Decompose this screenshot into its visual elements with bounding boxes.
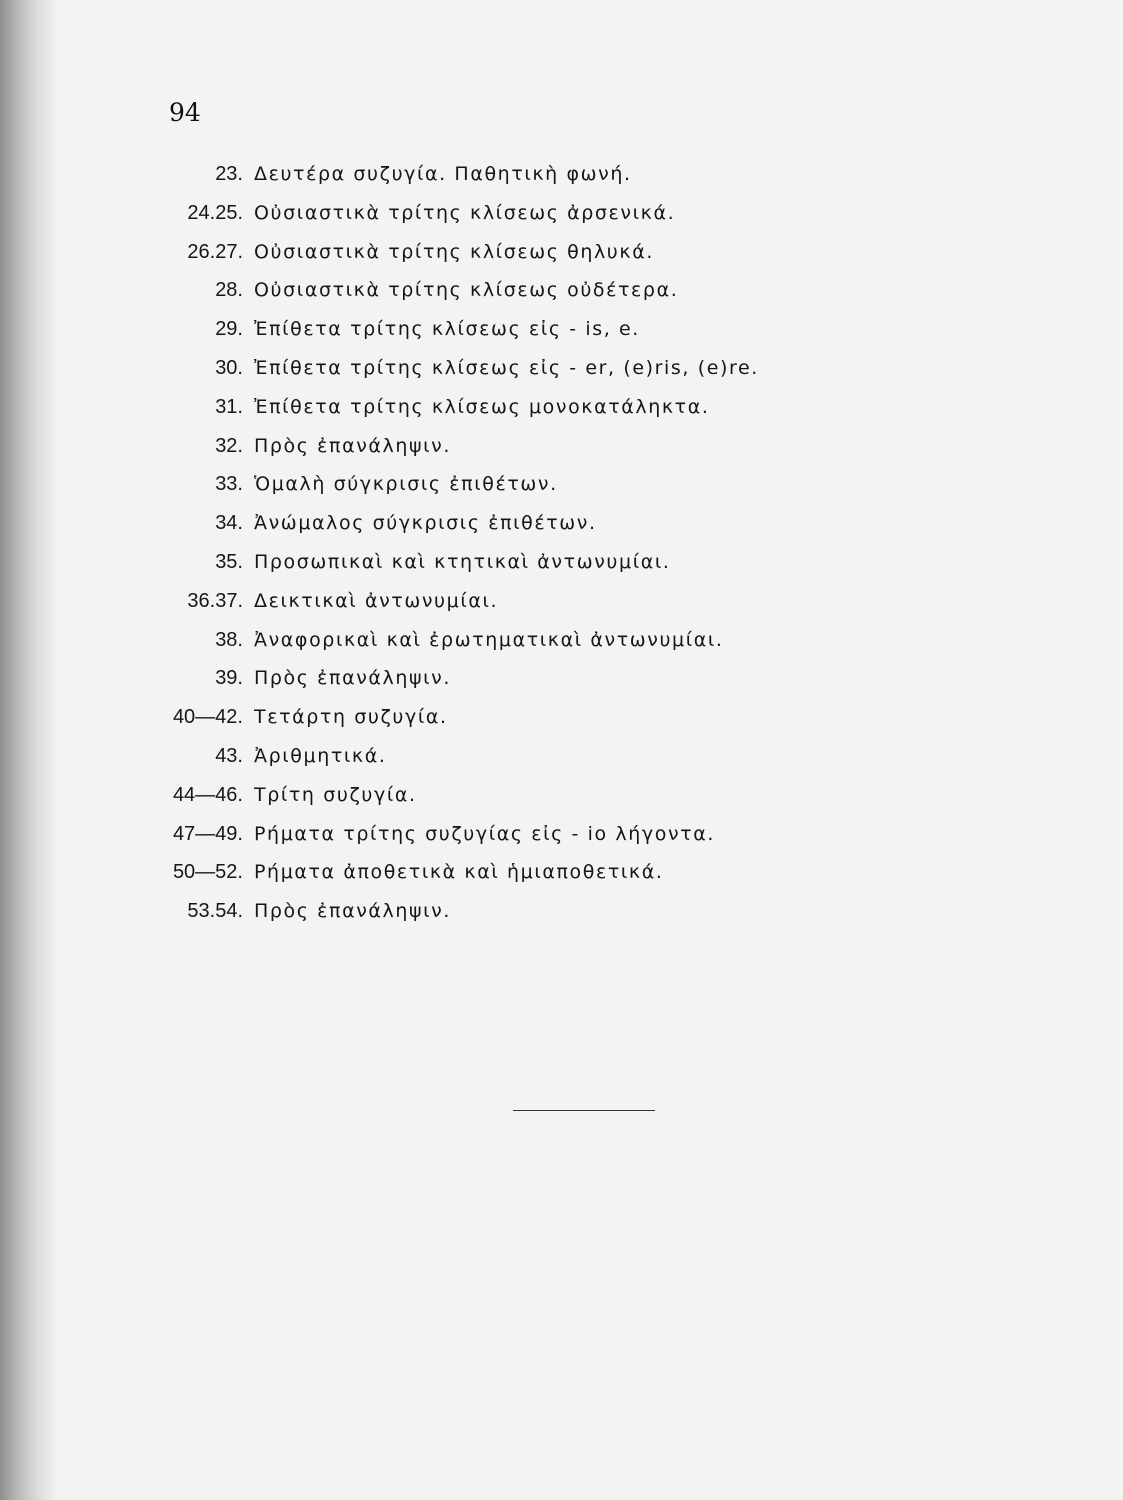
toc-entry xyxy=(0,271,1123,309)
toc-entry-number: 26.27. xyxy=(187,241,243,263)
toc-entry-title: Δευτέρα συζυγία. Παθητικὴ φωνή. xyxy=(254,163,632,185)
toc-entry-number: 34. xyxy=(215,512,243,534)
toc-entry-number: 53.54. xyxy=(187,900,243,922)
toc-entry-number: 30. xyxy=(215,357,243,379)
toc-entry xyxy=(0,737,1123,775)
toc-entry xyxy=(0,582,1123,620)
toc-entry-number: 47—49. xyxy=(172,823,243,845)
toc-entry-title: Ἀνώμαλος σύγκρισις ἐπιθέτων. xyxy=(254,512,597,534)
toc-entry-title: Τετάρτη συζυγία. xyxy=(254,706,448,728)
toc-entry-number: 33. xyxy=(215,473,243,495)
toc-entry xyxy=(0,659,1123,697)
toc-entry xyxy=(0,892,1123,930)
toc-entry-number: 31. xyxy=(215,396,243,418)
toc-entry-number: 44—46. xyxy=(172,784,243,806)
toc-entry-title: Οὐσιαστικὰ τρίτης κλίσεως ἀρσενικά. xyxy=(254,202,676,224)
toc-entry-title: Ὁμαλὴ σύγκρισις ἐπιθέτων. xyxy=(254,473,558,495)
toc-entry xyxy=(0,233,1123,271)
toc-entry-title: Πρὸς ἐπανάληψιν. xyxy=(254,667,452,689)
toc-entry-title: Πρὸς ἐπανάληψιν. xyxy=(254,900,452,922)
toc-entry xyxy=(0,310,1123,348)
toc-entry-number: 29. xyxy=(215,318,243,340)
toc-entry-title: Οὐσιαστικὰ τρίτης κλίσεως θηλυκά. xyxy=(254,241,654,263)
toc-entry-title: Ἐπίθετα τρίτης κλίσεως μονοκατάληκτα. xyxy=(254,396,710,418)
toc-entry-title: Ρήματα τρίτης συζυγίας εἰς - io λήγοντα. xyxy=(254,823,715,845)
toc-entry xyxy=(0,776,1123,814)
toc-entry xyxy=(0,194,1123,232)
toc-entry xyxy=(0,543,1123,581)
toc-entry-title: Ἀριθμητικά. xyxy=(254,745,387,767)
toc-entry xyxy=(0,504,1123,542)
toc-entry-title: Ἐπίθετα τρίτης κλίσεως εἰς - er, (e)ris, (e)re. xyxy=(254,357,759,379)
toc-entry-number: 39. xyxy=(215,667,243,689)
toc-entry-number: 35. xyxy=(215,551,243,573)
toc-entry xyxy=(0,388,1123,426)
toc-entry-number: 36.37. xyxy=(187,590,243,612)
toc-entry-title: Πρὸς ἐπανάληψιν. xyxy=(254,435,452,457)
end-rule xyxy=(513,1110,655,1111)
toc-entry xyxy=(0,427,1123,465)
toc-entry-number: 28. xyxy=(215,279,243,301)
toc-entry-number: 43. xyxy=(215,745,243,767)
toc-entry-title: Ἐπίθετα τρίτης κλίσεως εἰς - is, e. xyxy=(254,318,640,340)
toc-entry-title: Τρίτη συζυγία. xyxy=(254,784,417,806)
toc-entry xyxy=(0,465,1123,503)
toc-entry xyxy=(0,621,1123,659)
toc-entry-title: Οὐσιαστικὰ τρίτης κλίσεως οὐδέτερα. xyxy=(254,279,679,301)
toc-entry xyxy=(0,349,1123,387)
toc-entry-number: 40—42. xyxy=(172,706,243,728)
toc-entry-number: 23. xyxy=(215,163,243,185)
toc-entry-title: Ρήματα ἀποθετικὰ καὶ ἡμιαποθετικά. xyxy=(254,861,664,883)
toc-entry-title: Προσωπικαὶ καὶ κτητικαὶ ἀντωνυμίαι. xyxy=(254,551,671,573)
toc-entry-title: Δεικτικαὶ ἀντωνυμίαι. xyxy=(254,590,499,612)
toc-entry xyxy=(0,815,1123,853)
toc-entry xyxy=(0,698,1123,736)
toc-entry xyxy=(0,853,1123,891)
toc-entry-number: 38. xyxy=(215,629,243,651)
toc-entry-number: 50—52. xyxy=(172,861,243,883)
toc-entry-number: 32. xyxy=(215,435,243,457)
toc-entry-number: 24.25. xyxy=(187,202,243,224)
page-number: 94 xyxy=(169,98,201,127)
toc-entry xyxy=(0,155,1123,193)
toc-entry-title: Ἀναφορικαὶ καὶ ἐρωτηματικαὶ ἀντωνυμίαι. xyxy=(254,629,724,651)
